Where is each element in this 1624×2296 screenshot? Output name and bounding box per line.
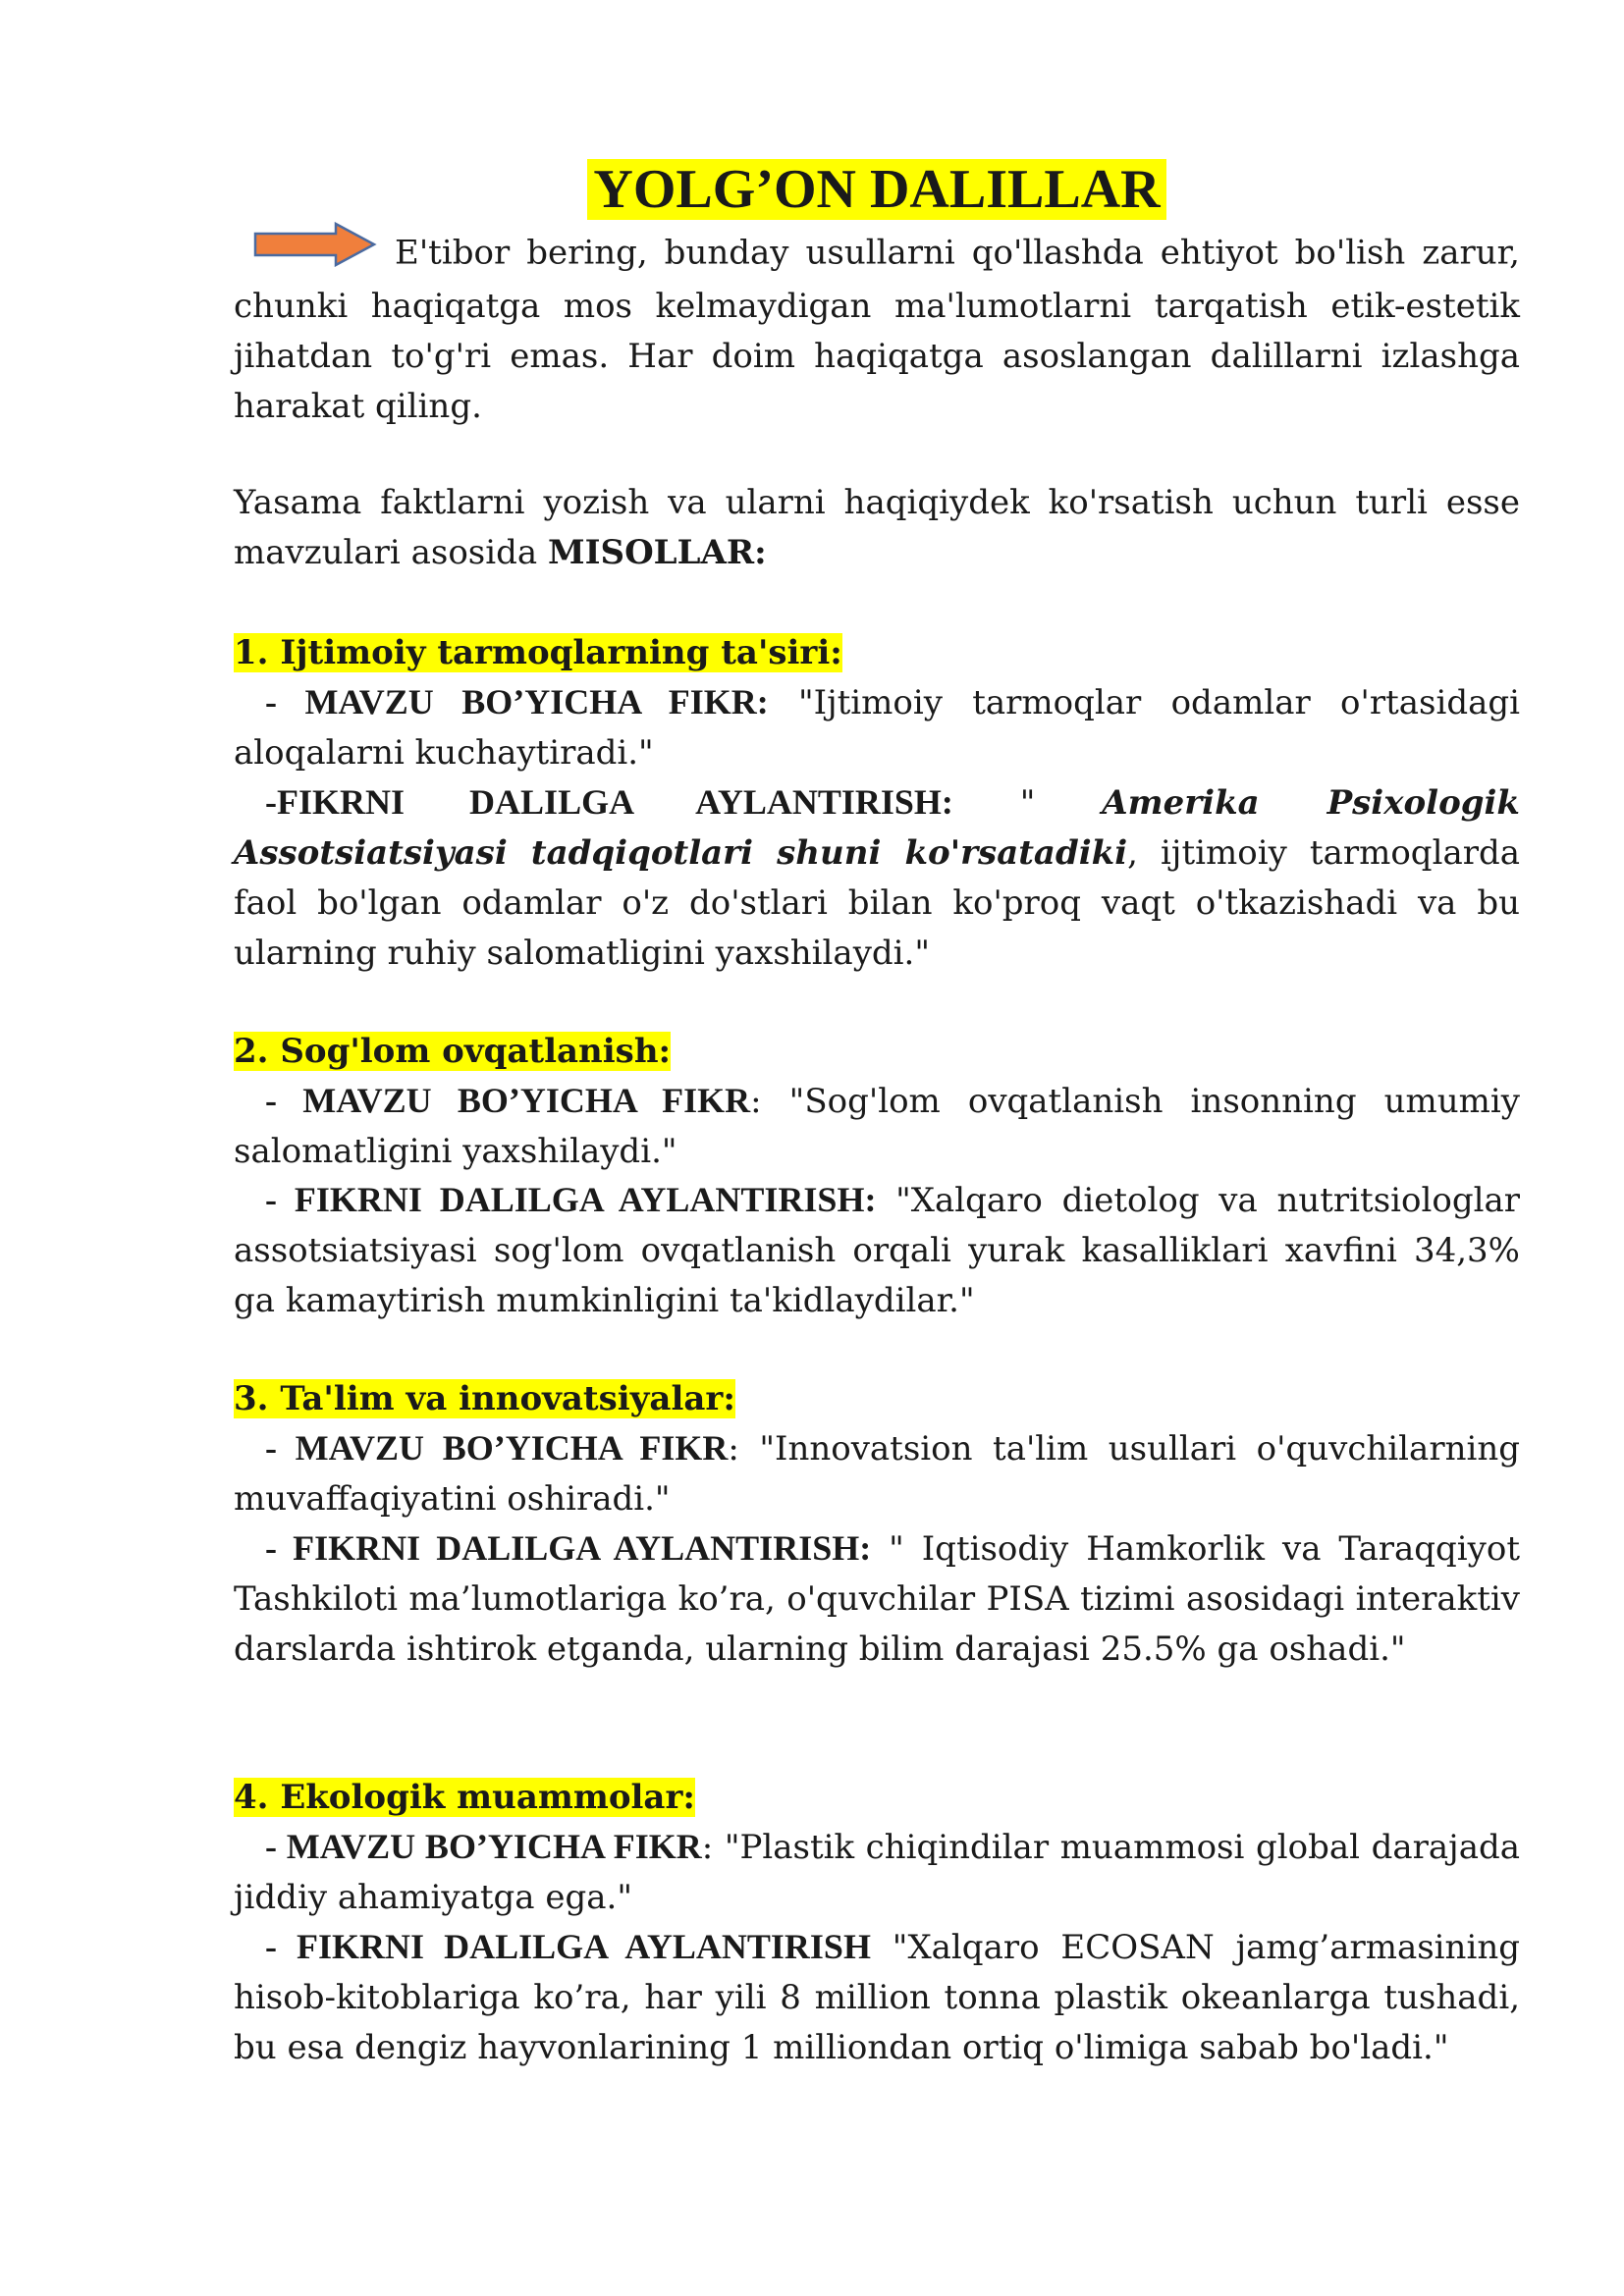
section-opinion: - MAVZU BO’YICHA FIKR: "Ijtimoiy tarmoqlar odamlar o'rtasidagi aloqalarni kuchaytiradi." — [234, 682, 1520, 773]
section-opinion: - MAVZU BO’YICHA FIKR: "Plastik chiqindilar muammosi global darajada jiddiy ahamiyatga ega." — [234, 1827, 1521, 1917]
section-evidence: - FIKRNI DALILGA AYLANTIRISH: "Xalqaro dietolog va nutritsiologlar assotsiatsiyasi sog'lom ovqatlanish orqali yurak kasalliklari xavfini 34,3% ga kamaytirish mumkinligini ta'kidlaydilar." — [234, 1180, 1520, 1320]
section-heading: 3. Ta'lim va innovatsiyalar: — [234, 1379, 735, 1418]
section-heading: 1. Ijtimoiy tarmoqlarning ta'siri: — [234, 633, 842, 672]
page-title: YOLG’ON DALILLAR — [234, 155, 1520, 224]
section-evidence: -FIKRNI DALILGA AYLANTIRISH: " Amerika Psixologik Assotsiatsiyasi tadqiqotlari shuni ko'rsatadiki, ijtimoiy tarmoqlarda faol bo'lgan odamlar o'z do'stlari bilan ko'proq vaqt o'tkazishadi va bu ularning ruhiy salomatligini yaxshilaydi." — [234, 782, 1521, 973]
section-heading: 2. Sog'lom ovqatlanish: — [234, 1032, 672, 1071]
section-opinion: - MAVZU BO’YICHA FIKR: "Sog'lom ovqatlanish insonning umumiy salomatligini yaxshilaydi." — [234, 1081, 1521, 1171]
section-heading: 4. Ekologik muammolar: — [234, 1778, 695, 1817]
intro-paragraph: E'tibor bering, bunday usullarni qo'llashda ehtiyot bo'lish zarur, chunki haqiqatga mos kelmaydigan ma'lumotlarni tarqatish etik-estetik jihatdan to'g'ri emas. Har doim haqiqatga asoslangan dalillarni izlashga harakat qiling. — [234, 228, 1520, 432]
right-arrow-icon — [253, 222, 377, 282]
section-evidence: - FIKRNI DALILGA AYLANTIRISH: " Iqtisodiy Hamkorlik va Taraqqiyot Tashkiloti ma’lumotlariga ko’ra, o'quvchilar PISA tizimi asosidagi interaktiv darslarda ishtirok etganda, ularning bilim darajasi 25.5% ga oshadi." — [234, 1528, 1520, 1669]
section-evidence: - FIKRNI DALILGA AYLANTIRISH "Xalqaro ECOSAN jamg’armasining hisob-kitoblariga ko’ra, har yili 8 million tonna plastik okeanlarga tushadi, bu esa dengiz hayvonlarining 1 milliondan ortiq o'limiga sabab bo'ladi." — [234, 1927, 1520, 2067]
lead-paragraph: Yasama faktlarni yozish va ularni haqiqiydek ko'rsatish uchun turli esse mavzulari asosida MISOLLAR: — [234, 483, 1520, 572]
section-opinion: - MAVZU BO’YICHA FIKR: "Innovatsion ta'lim usullari o'quvchilarning muvaffaqiyatini oshiradi." — [234, 1428, 1521, 1519]
